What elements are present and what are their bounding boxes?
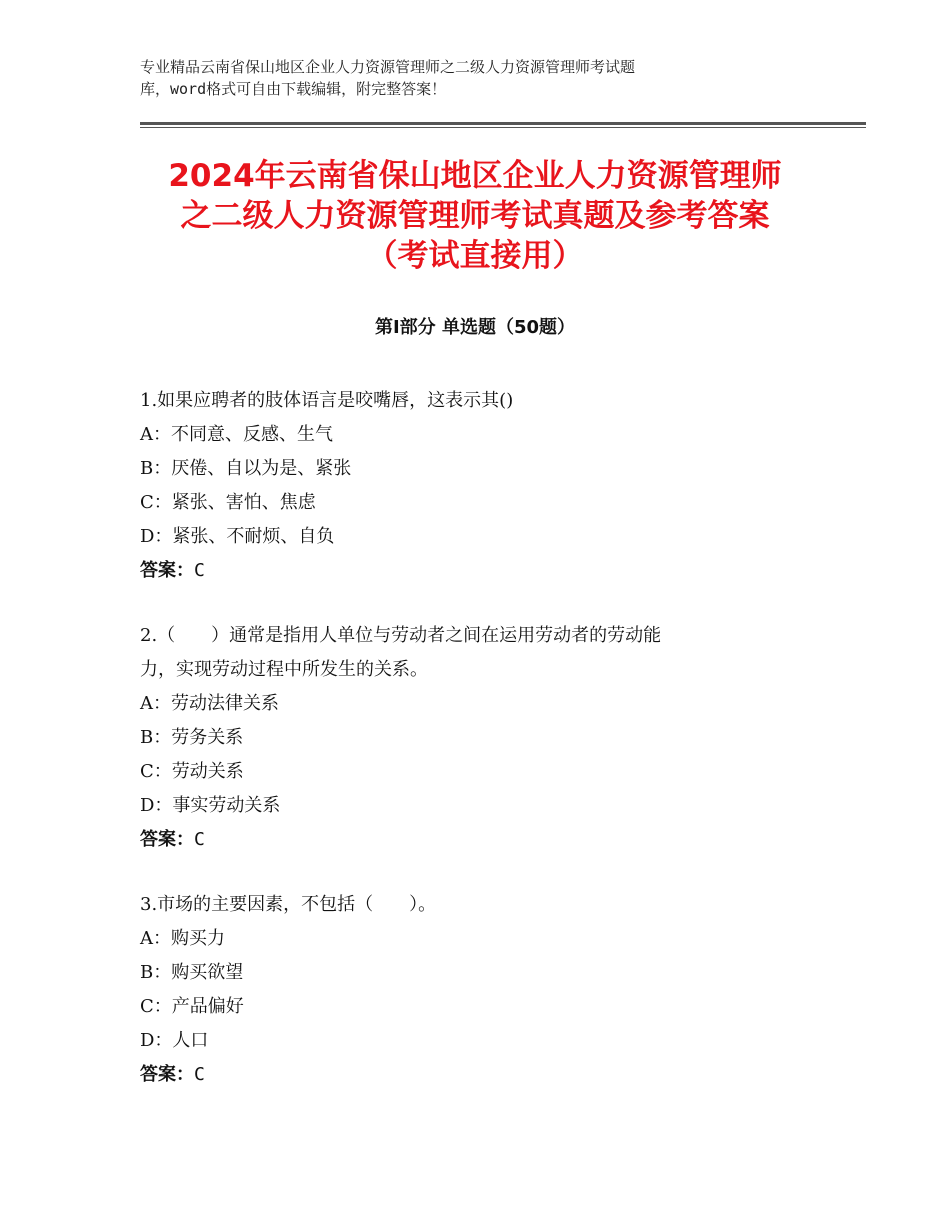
section-title: 第Ⅰ部分 单选题（50题） — [374, 317, 575, 338]
answer-line — [140, 554, 820, 588]
answer-value: C — [194, 829, 205, 850]
document-header-note — [140, 56, 780, 100]
header-rule-thin — [140, 127, 866, 128]
question-stem: 3.市场的主要因素，不包括（ ）。 — [140, 894, 437, 915]
answer-line — [140, 823, 820, 857]
answer-line — [140, 1058, 820, 1092]
header-rule-thick — [140, 122, 866, 125]
answer-label: 答案： — [140, 1064, 194, 1085]
option-b: B：厌倦、自以为是、紧张 — [140, 458, 352, 479]
option-c: C：劳动关系 — [140, 761, 244, 782]
question-1 — [140, 384, 820, 588]
question-stem: 2.（ ）通常是指用人单位与劳动者之间在运用劳动者的劳动能 — [140, 625, 662, 646]
title-line-2: 之二级人力资源管理师考试真题及参考答案 — [180, 198, 770, 234]
option-a: A：劳动法律关系 — [140, 693, 279, 714]
option-c: C：紧张、害怕、焦虑 — [140, 492, 316, 513]
question-stem-continued: 力，实现劳动过程中所发生的关系。 — [140, 659, 428, 680]
question-stem: 1.如果应聘者的肢体语言是咬嘴唇，这表示其() — [140, 390, 514, 411]
header-note-line-1: 专业精品云南省保山地区企业人力资源管理师之二级人力资源管理师考试题 — [140, 58, 636, 76]
option-a: A：购买力 — [140, 928, 225, 949]
option-d: D：人口 — [140, 1030, 209, 1051]
title-line-1: 2024年云南省保山地区企业人力资源管理师 — [168, 158, 782, 194]
document-title — [140, 156, 810, 276]
answer-value: C — [194, 560, 205, 581]
header-note-line-2: 库，word格式可自由下载编辑，附完整答案！ — [140, 80, 447, 98]
question-2 — [140, 619, 820, 857]
option-b: B：劳务关系 — [140, 727, 244, 748]
title-line-3: （考试直接用） — [366, 238, 584, 274]
option-d: D：事实劳动关系 — [140, 795, 281, 816]
option-b: B：购买欲望 — [140, 962, 244, 983]
answer-value: C — [194, 1064, 205, 1085]
question-3 — [140, 888, 820, 1092]
option-d: D：紧张、不耐烦、自负 — [140, 526, 335, 547]
option-a: A：不同意、反感、生气 — [140, 424, 333, 445]
option-c: C：产品偏好 — [140, 996, 244, 1017]
question-list — [140, 384, 820, 1123]
answer-label: 答案： — [140, 829, 194, 850]
answer-label: 答案： — [140, 560, 194, 581]
